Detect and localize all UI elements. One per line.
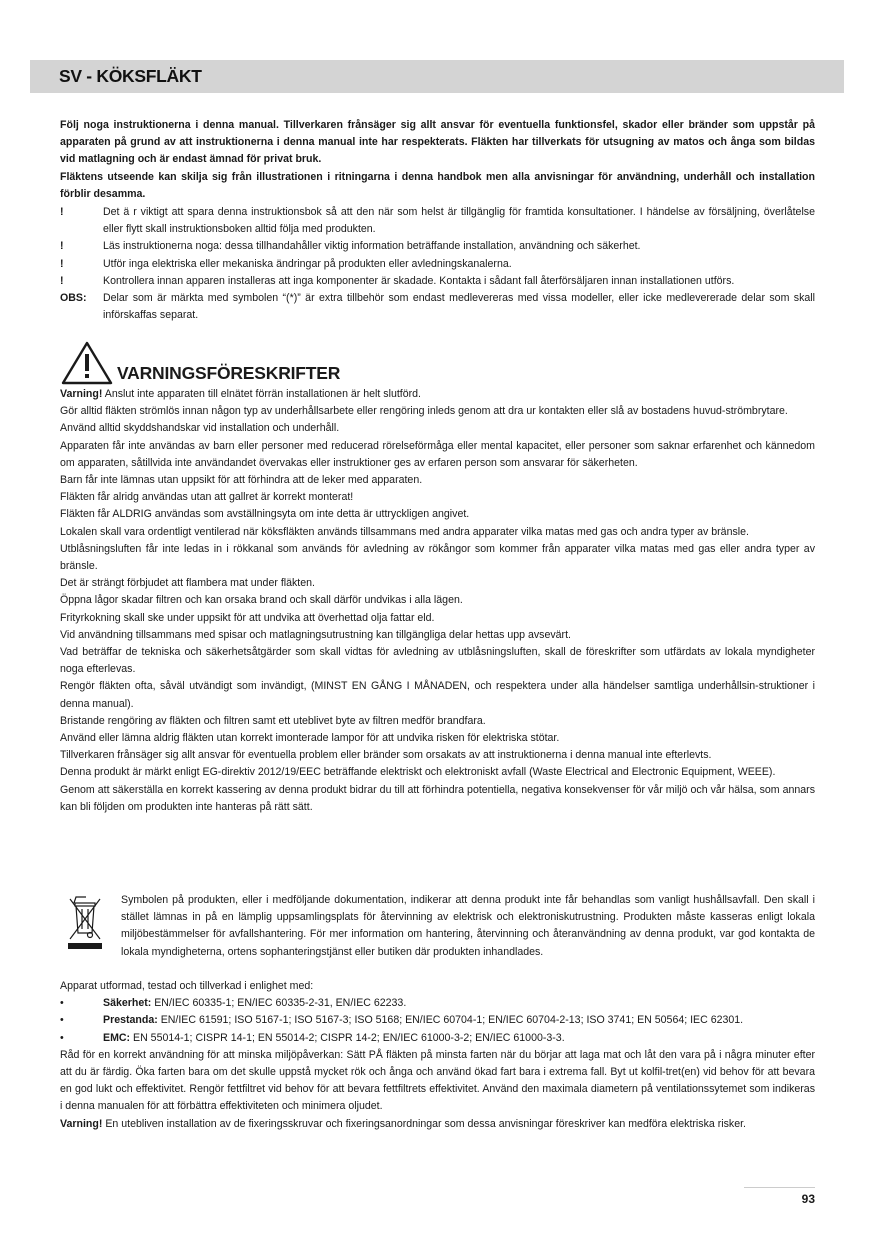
warnings-title: VARNINGSFÖRESKRIFTER: [117, 363, 341, 383]
standard-text: EN 55014-1; CISPR 14-1; EN 55014-2; CISPR 14-2; EN/IEC 61000-3-2; EN/IEC 61000-3-3.: [130, 1031, 565, 1044]
intro-block: [60, 117, 815, 203]
bullet-mark: •: [60, 1014, 64, 1027]
page-title: SV - KÖKSFLÄKT: [59, 66, 202, 86]
warnings-heading: [60, 340, 815, 386]
warning-paragraph: Frityrkokning skall ske under uppsikt för att undvika att överhettad olja fattar eld.: [60, 611, 435, 624]
standard-item: [60, 1030, 815, 1047]
warning-paragraph: Varning! Anslut inte apparaten till elnätet förrän installationen är helt slutförd.: [60, 388, 421, 400]
warning-paragraph: Gör alltid fläkten strömlös innan någon typ av underhållsarbete eller rengöring inleds genom att dra ur kontakten eller slå av bostadens huvud-strömbrytare.: [60, 405, 788, 418]
obs-note: [60, 290, 815, 324]
warning-triangle-icon: [60, 340, 114, 386]
notes-list: [60, 204, 815, 324]
warnings-list: [60, 386, 815, 816]
standard-text: EN/IEC 60335-1; EN/IEC 60335-2-31, EN/IEC 62233.: [151, 997, 407, 1010]
weee-bin-icon: [64, 893, 106, 953]
standard-item: [60, 1012, 815, 1029]
exclamation-mark: !: [60, 274, 64, 287]
warning-paragraph: Vad beträffar de tekniska och säkerhetsåtgärder som skall vidtas för avledning av utblåsningsluften, skall de föreskrifter som utfärdats av lokala myndigheter noga efterlevas.: [60, 646, 815, 676]
warning-paragraph: Öppna lågor skadar filtren och kan orsaka brand och skall därför undvikas i alla lägen.: [60, 594, 463, 607]
warning-paragraph: Bristande rengöring av fläkten och filtren samt ett uteblivet byte av filtren medför brandfara.: [60, 714, 486, 727]
warning-paragraph: Genom att säkerställa en korrekt kassering av denna produkt bidrar du till att förhindra potentiella, negativa konsekvenser för vår miljö och vår hälsa, som annars kan bli följden om produkten inte hanteras på rätt sätt.: [60, 783, 815, 813]
note-item: [60, 238, 815, 255]
footer-divider: [744, 1187, 815, 1188]
note-item: [60, 256, 815, 273]
note-item: [60, 204, 815, 238]
warning-label: Varning!: [60, 388, 103, 400]
exclamation-mark: !: [60, 206, 64, 218]
weee-disposal-notice: [121, 892, 815, 961]
bullet-mark: •: [60, 1031, 64, 1044]
intro-paragraph: Följ noga instruktionerna i denna manual. Tillverkaren frånsäger sig allt ansvar för eventuella funktionsfel, skador eller bränder som uppstår på apparaten på grund av att instruktionerna i denna manual inte har respekterats. Fläkten har tillverkats för utsugning av matos och ånga som bildas vid matlagning och är endast ämnad för privat bruk.: [60, 119, 815, 166]
note-text: Kontrollera innan apparen installeras att inga komponenter är skadade. Kontakta i sådant fall återförsäljaren innan installationen utförs.: [103, 274, 735, 287]
standards-block: [60, 978, 815, 1133]
warning-paragraph: Fläkten får alridg användas utan att gallret är korrekt monterat!: [60, 491, 354, 504]
note-text: Det ä r viktigt att spara denna instruktionsbok så att den när som helst är tillgänglig för framtida konsultationer. I händelse av försäljning, överlåtelse eller flytt skall instruktionsboken alltid följa med produkten.: [103, 206, 815, 236]
warning-paragraph: Denna produkt är märkt enligt EG-direktiv 2012/19/EEC beträffande elektriskt och elektroniskt avfall (Waste Electrical and Electronic Equipment, WEEE).: [60, 766, 776, 779]
obs-label: OBS:: [60, 292, 87, 305]
warning-paragraph: Rengör fläkten ofta, såväl utvändigt som invändigt, (MINST EN GÅNG I MÅNADEN, och respektera under alla händelser samtliga underhållsin-struktioner i denna manual).: [60, 680, 815, 710]
exclamation-mark: !: [60, 240, 64, 253]
warning-label: Varning!: [60, 1117, 103, 1130]
note-text: Delar som är märkta med symbolen “(*)” är extra tillbehör som endast medlevereras med vissa modeller, eller icke medlevererade delar som skall införskaffas separat.: [103, 292, 815, 322]
note-text: Läs instruktionerna noga: dessa tillhandahåller viktig information beträffande installation, användning och säkerhet.: [103, 240, 641, 253]
standard-label: EMC:: [103, 1031, 131, 1044]
standard-text: EN/IEC 61591; ISO 5167-1; ISO 5167-3; ISO 5168; EN/IEC 60704-1; EN/IEC 60704-2-13; ISO 3741; EN 50564; IEC 62301.: [157, 1014, 744, 1027]
warning-paragraph: Fläkten får ALDRIG användas som avställningsyta om inte detta är uttryckligen angivet.: [60, 508, 470, 521]
page-number: 93: [801, 1192, 815, 1206]
warning-paragraph: Använd eller lämna aldrig fläkten utan korrekt imonterade lampor för att undvika risken för elektriska stötar.: [60, 732, 560, 745]
warning-paragraph: Apparaten får inte användas av barn eller personer med reducerad rörelseförmåga eller mental kapacitet, eller personer som saknar erfarenhet och kännedom om apparaten, såtillvida inte användandet övervakas eller instruktioner ges av erfaren person som ansvarar för säkerheten.: [60, 439, 815, 469]
section-header-band: [30, 60, 844, 93]
bullet-mark: •: [60, 997, 64, 1010]
standard-label: Prestanda:: [103, 1014, 158, 1027]
final-warning: Varning! En utebliven installation av de fixeringsskruvar och fixeringsanordningar som dessa anvisningar föreskriver kan medföra elektriska risker.: [60, 1117, 746, 1130]
exclamation-mark: !: [60, 257, 64, 270]
weee-paragraph: Symbolen på produkten, eller i medföljande dokumentation, indikerar att denna produkt inte får behandlas som vanligt hushållsavfall. Den skall i stället lämnas in på en lämplig uppsamlingsplats för återvinning av elektrisk och elektroniskutrustning. Produkten måste kasseras enligt lokala miljöbestämmelser för avfallshantering. För mer information om hantering, återvinning och återanvändning av denna produkt, var god kontakta de lokala myndigheterna, ortens sophanteringstjänst eller butiken där produkten inhandlades.: [121, 894, 815, 958]
warning-paragraph: Barn får inte lämnas utan uppsikt för att förhindra att de leker med apparaten.: [60, 474, 423, 487]
note-text: Utför inga elektriska eller mekaniska ändringar på produkten eller avledningskanalerna.: [103, 257, 512, 270]
warning-paragraph: Lokalen skall vara ordentligt ventilerad när köksfläkten används tillsammans med andra apparater vilka matas med gas och andra typer av bränsle.: [60, 525, 749, 538]
warning-paragraph: Utblåsningsluften får inte ledas in i rökkanal som används för avledning av rökångor som kommer från apparater vilka matas med gas eller andra typer av bränsle.: [60, 542, 815, 573]
standards-intro: Apparat utformad, testad och tillverkad i enlighet med:: [60, 980, 314, 992]
warning-paragraph: Tillverkaren frånsäger sig allt ansvar för eventuella problem eller bränder som orsakats av att instruktionerna i denna manual inte efterlevts.: [60, 749, 712, 762]
warning-paragraph: Det är strängt förbjudet att flambera mat under fläkten.: [60, 577, 315, 590]
warning-paragraph: Använd alltid skyddshandskar vid installation och underhåll.: [60, 422, 340, 435]
note-item: [60, 273, 815, 290]
warning-paragraph: Vid användning tillsammans med spisar och matlagningsutrustning kan tillgängliga delar hettas upp avsevärt.: [60, 628, 571, 641]
intro-paragraph: Fläktens utseende kan skilja sig från illustrationen i ritningarna i denna handbok men alla anvisningar för användning, underhåll och installation förblir desamma.: [60, 170, 815, 200]
environment-advice: Råd för en korrekt användning för att minska miljöpåverkan: Sätt PÅ fläkten på minsta farten när du börjar att laga mat och låt den vara på i några minuter efter att du är färdig. Öka farten bara om det skulle uppstå mycket rök och ånga och använd ökad fart bara i extrema fall. Byt ut kolfil-tret(en) vid behov för att bevara en god lukt och effektivitet. Rengör fettfiltret vid behov för att bevara fettfiltrets effektivitet. Använd den maximala diametern på ventilationssytemet som indikeras i denna manualen för att förbättra effektiviteten och minimera oljudet.: [60, 1048, 815, 1113]
standard-item: [60, 995, 815, 1012]
standard-label: Säkerhet:: [103, 997, 152, 1010]
